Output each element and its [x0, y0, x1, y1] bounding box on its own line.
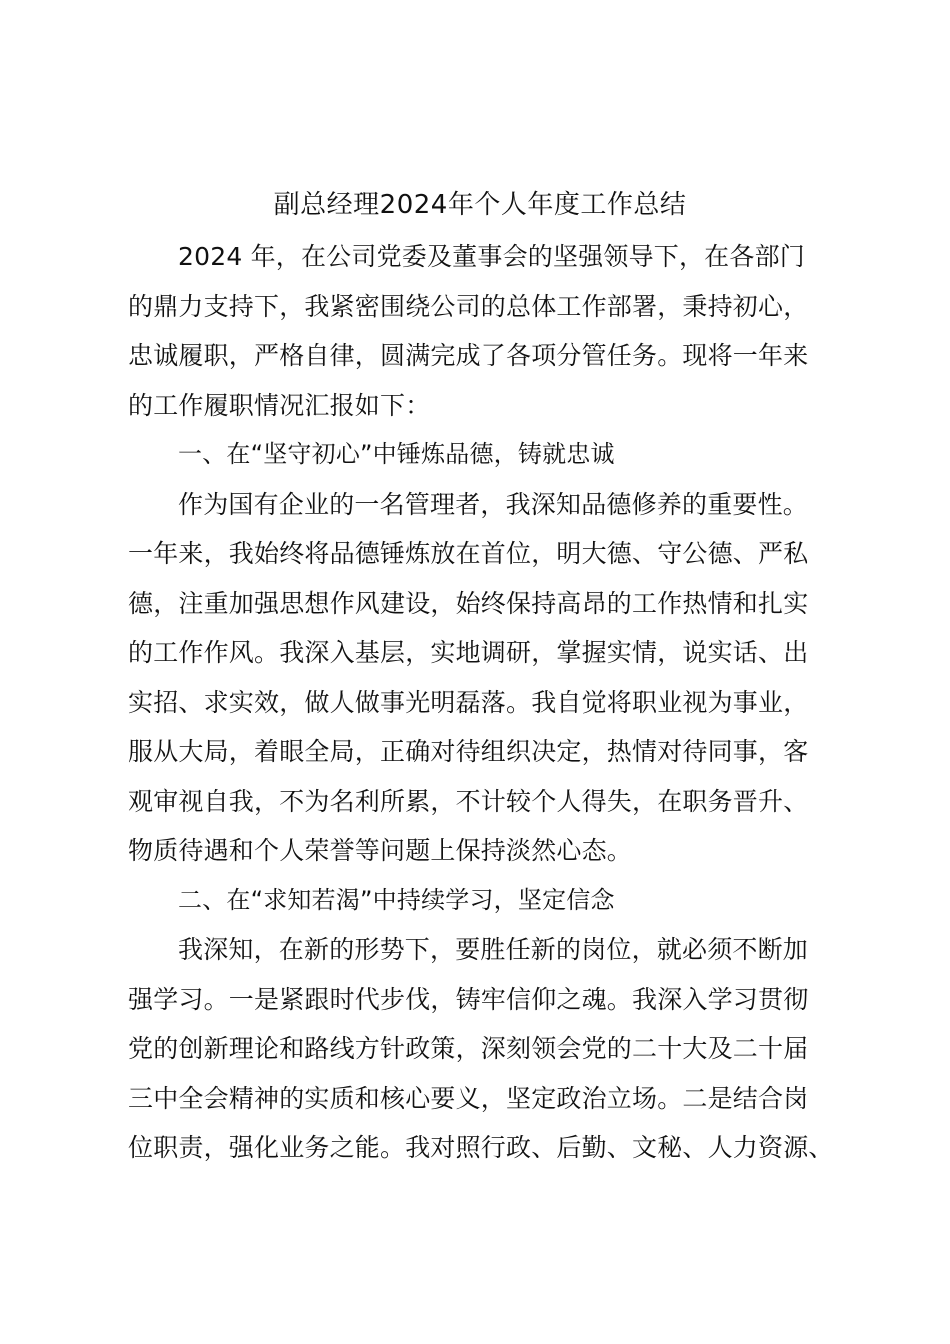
text-line: 的工作作风。我深入基层，实地调研，掌握实情，说实话、出 — [128, 638, 809, 667]
text-line: 位职责，强化业务之能。我对照行政、后勤、文秘、人力资源、 — [128, 1133, 834, 1162]
text-line: 我深知，在新的形势下，要胜任新的岗位，就必须不断加 — [178, 935, 809, 964]
text-line: 德，注重加强思想作风建设，始终保持高昂的工作热情和扎实 — [128, 588, 809, 618]
text-line: 服从大局，着眼全局，正确对待组织决定，热情对待同事，客 — [128, 737, 809, 766]
section-one-heading-block — [128, 430, 828, 480]
text-line: 的工作履职情况汇报如下： — [128, 390, 431, 420]
text-line: 忠诚履职，严格自律，圆满完成了各项分管任务。现将一年来 — [128, 341, 809, 370]
section-heading: 一、在“坚守初心”中锤炼品德，铸就忠诚 — [178, 440, 615, 468]
text-line: 观审视自我，不为名利所累，不计较个人得失，在职务晋升、 — [128, 786, 809, 816]
text-line: 三中全会精神的实质和核心要义，坚定政治立场。二是结合岗 — [128, 1083, 809, 1113]
document-body — [128, 232, 834, 1173]
intro-paragraph — [128, 232, 828, 430]
text-line: 作为国有企业的一名管理者，我深知品德修养的重要性。 — [178, 489, 809, 519]
section-two-paragraph — [128, 925, 834, 1173]
text-line: 实招、求实效，做人做事光明磊落。我自觉将职业视为事业， — [128, 687, 809, 717]
text-line: 强学习。一是紧跟时代步伐，铸牢信仰之魂。我深入学习贯彻 — [128, 984, 809, 1014]
section-two-heading-block — [128, 876, 828, 926]
text-line: 物质待遇和个人荣誉等问题上保持淡然心态。 — [128, 836, 633, 865]
text-line: 的鼎力支持下，我紧密围绕公司的总体工作部署，秉持初心， — [128, 291, 809, 321]
document-title: 副总经理2024年个人年度工作总结 — [273, 190, 687, 220]
section-heading: 二、在“求知若渴”中持续学习，坚定信念 — [178, 885, 615, 914]
text-line: 2024 年，在公司党委及董事会的坚强领导下，在各部门 — [178, 242, 805, 271]
section-one-paragraph — [128, 480, 828, 876]
text-line: 一年来，我始终将品德锤炼放在首位，明大德、守公德、严私 — [128, 539, 809, 568]
text-line: 党的创新理论和路线方针政策，深刻领会党的二十大及二十届 — [128, 1034, 809, 1063]
